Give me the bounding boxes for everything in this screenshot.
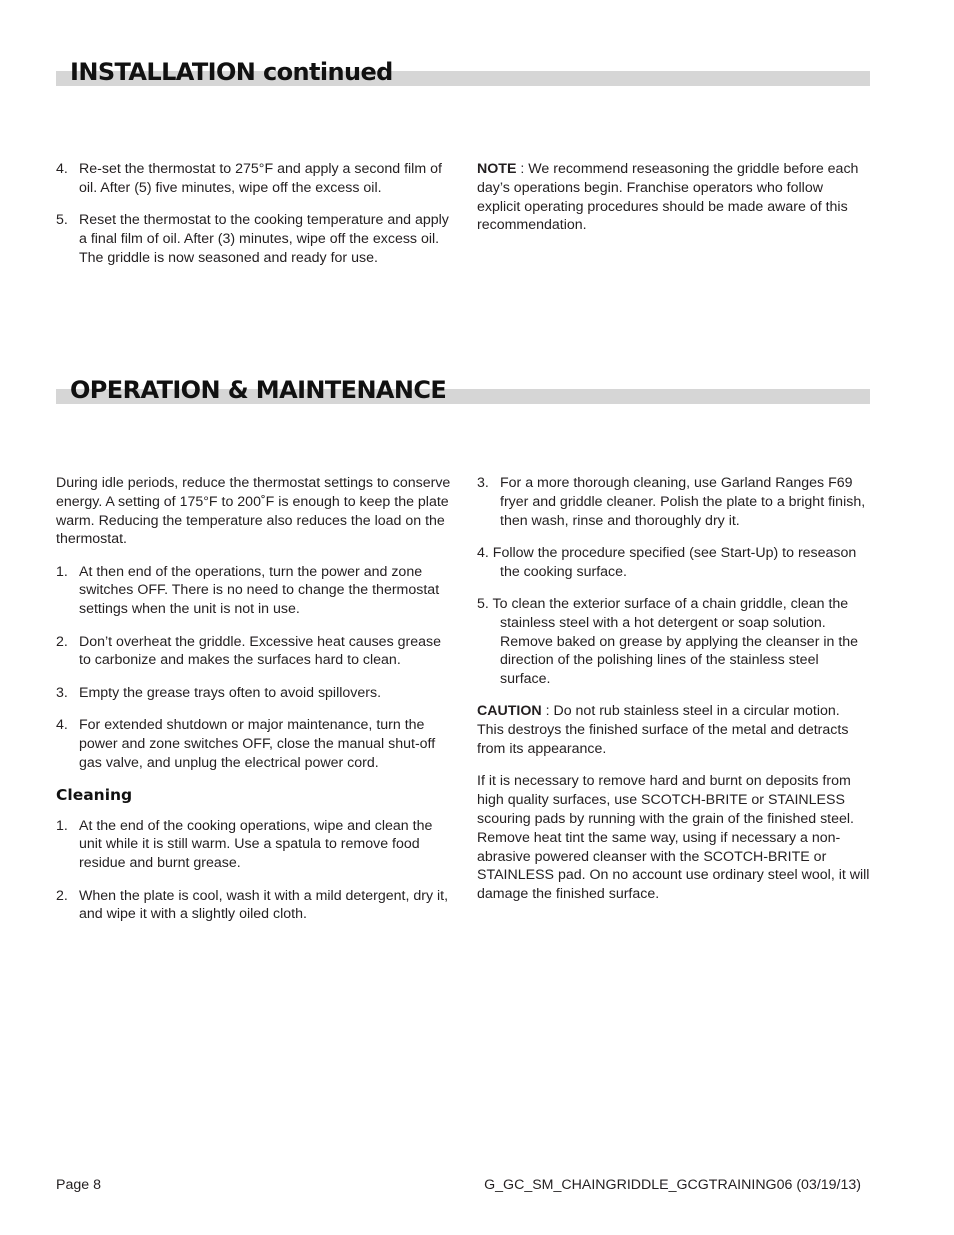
list-item: 1. At the end of the cooking operations, wipe and clean the unit while it is still warm. Use a spatula to remove food residue and burnt grease.	[56, 817, 433, 872]
cleaning-heading: Cleaning	[56, 785, 133, 804]
installation-right-column	[477, 160, 870, 249]
operation-intro: During idle periods, reduce the thermostat settings to conserve energy. A setting of 175°F to 200˚F is enough to keep the plate warm. Reducing the temperature also reduces the load on the thermostat.	[56, 475, 451, 548]
list-item: 2. Don’t overheat the griddle. Excessive heat causes grease to carbonize and makes the surfaces hard to clean.	[56, 633, 441, 669]
document-id: G_GC_SM_CHAINGRIDDLE_GCGTRAINING06 (03/19/13)	[484, 1177, 861, 1193]
note-label: NOTE	[477, 161, 517, 177]
operation-title: OPERATION & MAINTENANCE	[70, 376, 447, 404]
caution-paragraph: CAUTION : Do not rub stainless steel in a circular motion. This destroys the finished surface of the metal and detracts from its appearance.	[477, 703, 849, 758]
list-item: 3. For a more thorough cleaning, use Garland Ranges F69 fryer and griddle cleaner. Polish the plate to a bright finish, then wash, rinse and thoroughly dry it.	[477, 475, 866, 529]
list-item: 4. Re-set the thermostat to 275°F and apply a second film of oil. After (5) five minutes, wipe off the excess oil.	[56, 161, 442, 196]
operation-right-column	[477, 474, 870, 917]
installation-left-column	[56, 160, 452, 281]
list-item: 1. At then end of the operations, turn the power and zone switches OFF. There is no need to change the thermostat settings when the unit is not in use.	[56, 563, 440, 618]
list-item: 3. Empty the grease trays often to avoid spillovers.	[56, 684, 382, 701]
list-item: 2. When the plate is cool, wash it with a mild detergent, dry it, and wipe it with a slightly oiled cloth.	[56, 887, 449, 923]
installation-note: NOTE : We recommend reseasoning the griddle before each day’s operations begin. Franchise operators who follow explicit operating procedures should be made aware of this recommendation.	[477, 161, 859, 234]
list-item: 5. To clean the exterior surface of a chain griddle, clean the stainless steel with a hot detergent or soap solution. Remove baked on grease by applying the cleanser in the direction of the polishing lines of the stainless steel surface.	[477, 595, 859, 688]
installation-header	[56, 46, 870, 86]
deposits-paragraph: If it is necessary to remove hard and burnt on deposits from high quality surfaces, use SCOTCH-BRITE or STAINLESS scouring pads by running with the grain of the finished steel. Remove heat tint the same way, using if necessary a non-abrasive powered cleanser with the SCOTCH-BRITE or STAINLESS pad. On no account use ordinary steel wool, it will damage the finished surface.	[477, 773, 870, 903]
list-item: 4. Follow the procedure specified (see Start-Up) to reseason the cooking surface.	[477, 544, 857, 580]
page-number: Page 8	[56, 1177, 101, 1193]
operation-header	[56, 364, 870, 404]
installation-title: INSTALLATION continued	[70, 58, 393, 86]
list-item: 4. For extended shutdown or major maintenance, turn the power and zone switches OFF, close the manual shut-off gas valve, and unplug the electrical power cord.	[56, 716, 436, 771]
operation-left-column	[56, 474, 452, 938]
caution-label: CAUTION	[477, 703, 542, 720]
list-item: 5. Reset the thermostat to the cooking temperature and apply a final film of oil. After (3) minutes, wipe off the excess oil. The griddle is now seasoned and ready for use.	[56, 212, 449, 266]
